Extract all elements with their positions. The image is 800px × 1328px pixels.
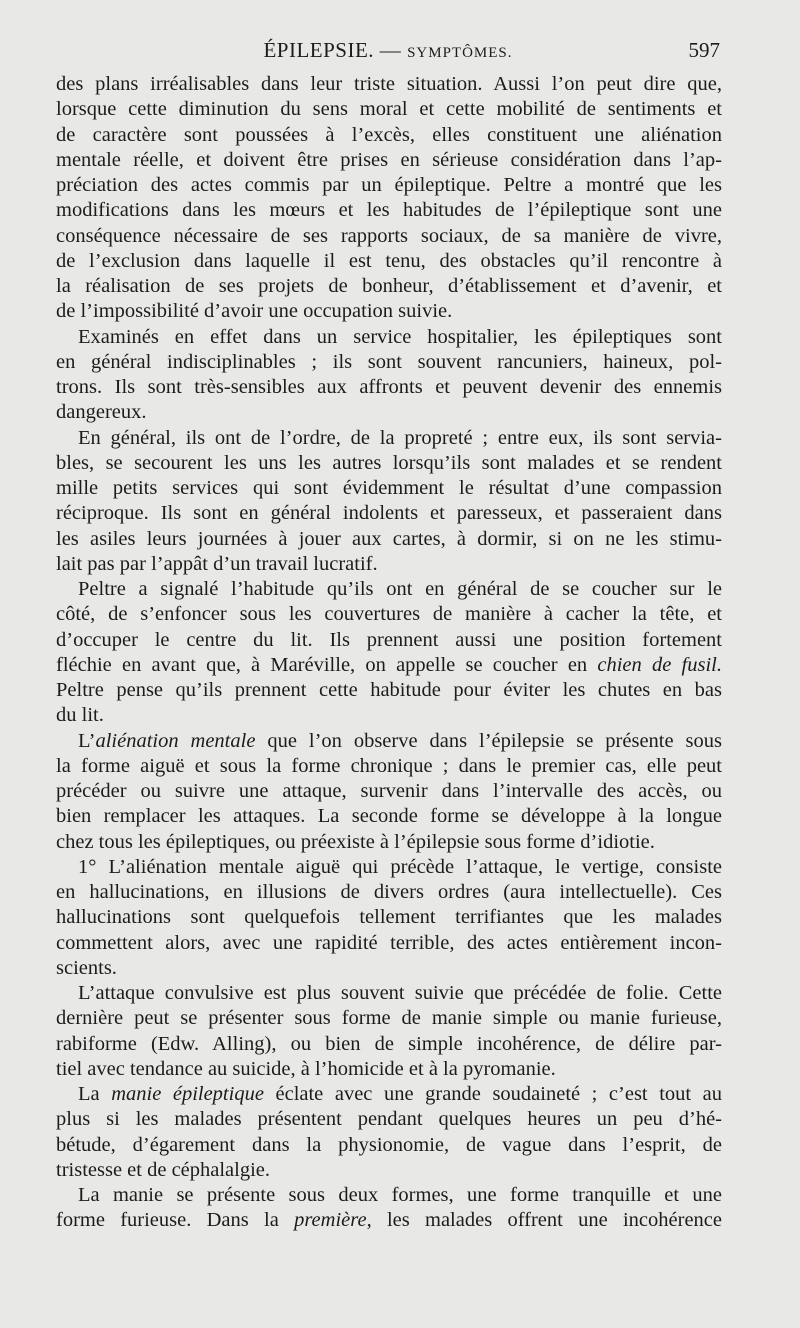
text-run: éclate avec une grande soudaineté ; c’est tout au [263, 1083, 722, 1105]
text-line [56, 552, 722, 577]
text-line [56, 1183, 722, 1208]
text-line [56, 224, 722, 249]
running-header [56, 34, 720, 64]
text-run: en général indisciplinables ; ils sont souvent rancuniers, haineux, pol- [56, 350, 722, 373]
text-line [56, 754, 722, 779]
text-run: que l’on observe dans l’épilepsie se présente sous [255, 729, 722, 752]
text-line [56, 880, 722, 905]
text-line [56, 678, 722, 703]
text-run: forme furieuse. Dans la [56, 1209, 295, 1232]
text-line [56, 97, 722, 122]
text-run: de l’impossibilité d’avoir une occupation suivie. [56, 300, 453, 323]
text-run: réciproque. Ils sont en général indolents et paresseux, et passeraient dans [56, 502, 722, 525]
text-line [56, 1082, 722, 1107]
text-line [56, 1208, 722, 1233]
text-run: côté, de s’enfoncer sous les couvertures de manière à cacher la tête, et [56, 603, 722, 626]
page-number: 597 [688, 38, 720, 62]
italic-term: aliénation mentale [95, 729, 256, 752]
text-line [56, 804, 722, 829]
text-run: plus si les malades présentent pendant quelques heures un peu d’hé- [56, 1108, 722, 1131]
text-run: préciation des actes commis par un épileptique. Peltre a montré que les [56, 174, 722, 196]
text-line [56, 830, 722, 855]
text-run: , les malades offrent une incohérence [366, 1209, 722, 1232]
text-run: Examinés en effet dans un service hospitalier, les épileptiques sont [78, 325, 722, 348]
text-line [56, 173, 722, 198]
text-line [56, 325, 722, 350]
text-run: commettent alors, avec une rapidité terrible, des actes entièrement incon- [56, 931, 722, 954]
text-run: modifications dans les mœurs et les habitudes de l’épileptique sont une [56, 199, 722, 222]
text-run: d’occuper le centre du lit. Ils prennent aussi une position fortement [56, 628, 722, 651]
text-run: la réalisation de ses projets de bonheur, d’établissement et d’avenir, et [56, 275, 722, 297]
text-run: lait pas par l’appât d’un travail lucratif. [56, 552, 378, 575]
text-line [56, 249, 722, 274]
text-run: 1° L’aliénation mentale aiguë qui précède l’attaque, le vertige, consiste [78, 855, 722, 878]
text-run: mentale réelle, et doivent être prises en sérieuse considération dans l’ap- [56, 148, 722, 171]
text-run: lorsque cette diminution du sens moral et cette mobilité de sentiments et [56, 98, 722, 121]
body-text [56, 72, 722, 1234]
text-run: trons. Ils sont très-sensibles aux affronts et peuvent devenir des ennemis [56, 376, 722, 398]
text-line [56, 1006, 722, 1031]
text-run: de caractère sont poussées à l’excès, elles constituent une aliénation [56, 123, 722, 146]
text-line [56, 400, 722, 425]
text-run: la forme aiguë et sous la forme chronique ; dans le premier cas, elle peut [56, 754, 722, 777]
text-line [56, 931, 722, 956]
text-line [56, 1158, 722, 1183]
text-line [56, 476, 722, 501]
text-line [56, 148, 722, 173]
text-line [56, 375, 722, 400]
text-line [56, 527, 722, 552]
text-run: précéder ou suivre une attaque, survenir dans l’intervalle des accès, ou [56, 780, 722, 802]
text-run: Peltre a signalé l’habitude qu’ils ont en général de se coucher sur le [78, 578, 722, 600]
text-line [56, 577, 722, 602]
text-run: conséquence nécessaire de ses rapports sociaux, de sa manière de vivre, [56, 224, 722, 247]
text-run: de l’exclusion dans laquelle il est tenu, des obstacles qu’il rencontre à [56, 249, 722, 272]
text-line [56, 451, 722, 476]
italic-term: chien de fusil. [597, 653, 722, 676]
text-line [56, 299, 722, 324]
text-run: fléchie en avant que, à Maréville, on appelle se coucher en [56, 653, 598, 676]
text-run: bles, se secourent les uns les autres lorsqu’ils sont malades et se rendent [56, 451, 722, 474]
text-run: des plans irréalisables dans leur triste situation. Aussi l’on peut dire que, [56, 73, 722, 95]
text-run: mille petits services qui sont évidemment le résultat d’une compassion [56, 477, 722, 499]
text-line [56, 1107, 722, 1132]
running-title-main: ÉPILEPSIE. — [263, 38, 408, 62]
text-run: La manie se présente sous deux formes, une forme tranquille et une [78, 1184, 722, 1206]
text-run: Peltre pense qu’ils prennent cette habitude pour éviter les chutes en bas [56, 679, 722, 701]
text-run: chez tous les épileptiques, ou préexiste à l’épilepsie sous forme d’idiotie. [56, 830, 655, 853]
italic-term: première [294, 1209, 367, 1232]
text-line [56, 956, 722, 981]
text-line [56, 350, 722, 375]
text-line [56, 123, 722, 148]
text-line [56, 779, 722, 804]
text-line [56, 501, 722, 526]
text-line [56, 1133, 722, 1158]
text-run: tristesse et de céphalalgie. [56, 1158, 271, 1181]
text-run: La [78, 1083, 112, 1105]
text-run: dangereux. [56, 401, 147, 424]
text-line [56, 198, 722, 223]
italic-term: manie épileptique [111, 1083, 264, 1105]
text-line [56, 628, 722, 653]
text-run: rabiforme (Edw. Alling), ou bien de simple incohérence, de délire par- [56, 1032, 722, 1055]
text-line [56, 855, 722, 880]
text-line [56, 729, 722, 754]
text-run: scients. [56, 956, 117, 979]
running-title-section: SYMPTÔMES. [407, 45, 513, 61]
text-run: hallucinations sont quelquefois tellement terrifiantes que les malades [56, 906, 722, 929]
text-line [56, 274, 722, 299]
text-line [56, 905, 722, 930]
running-title [56, 38, 720, 63]
text-run: dernière peut se présenter sous forme de manie simple ou manie furieuse, [56, 1007, 722, 1030]
text-line [56, 981, 722, 1006]
text-run: en hallucinations, en illusions de divers ordres (aura intellectuelle). Ces [56, 881, 722, 903]
text-line [56, 1057, 722, 1082]
text-line [56, 602, 722, 627]
text-run: les asiles leurs journées à jouer aux cartes, à dormir, si on ne les stimu- [56, 527, 722, 550]
text-run: bétude, d’égarement dans la physionomie, de vague dans l’esprit, de [56, 1133, 722, 1156]
text-line [56, 1032, 722, 1057]
text-line [56, 72, 722, 97]
text-run: bien remplacer les attaques. La seconde forme se développe à la longue [56, 805, 722, 828]
text-line [56, 703, 722, 728]
text-run: L’ [78, 729, 96, 752]
text-line [56, 426, 722, 451]
text-run: En général, ils ont de l’ordre, de la propreté ; entre eux, ils sont servia- [78, 426, 722, 449]
text-line [56, 653, 722, 678]
text-run: du lit. [56, 704, 104, 727]
text-run: L’attaque convulsive est plus souvent suivie que précédée de folie. Cette [78, 982, 722, 1004]
text-run: tiel avec tendance au suicide, à l’homicide et à la pyromanie. [56, 1057, 556, 1080]
